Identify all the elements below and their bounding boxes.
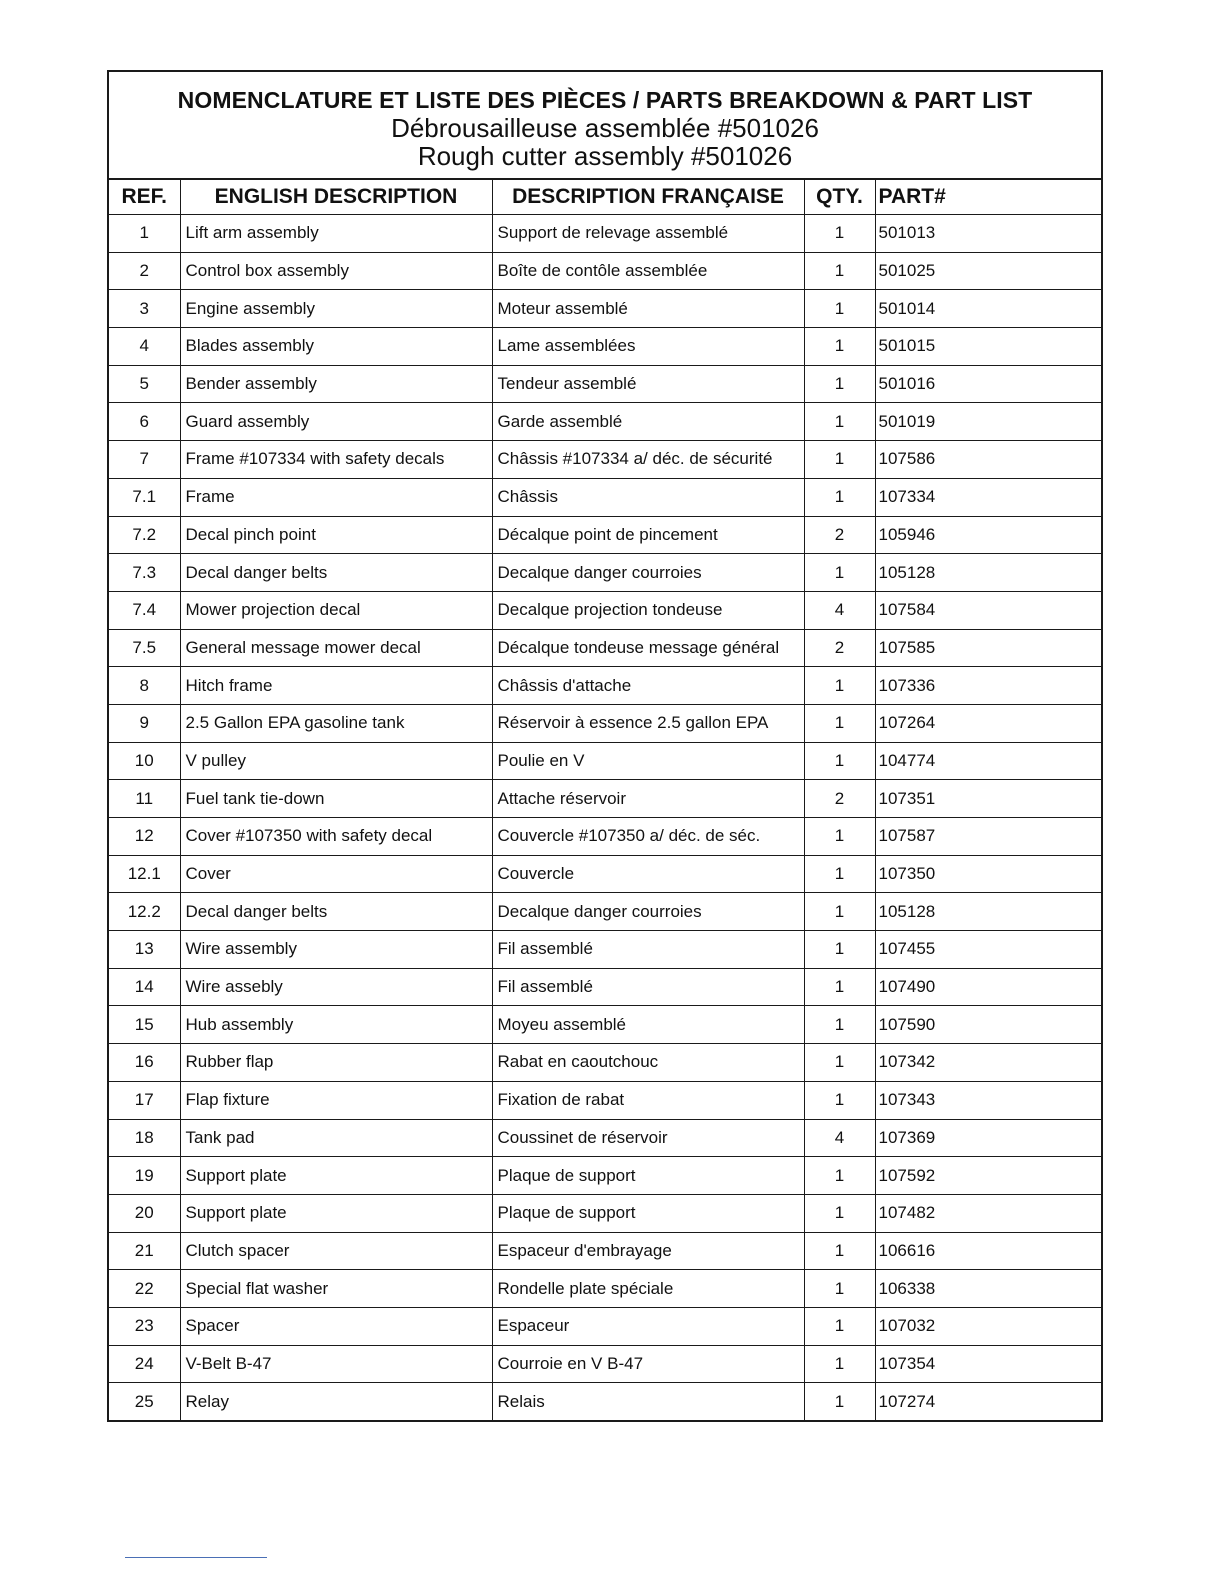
table-row [109,1194,1101,1232]
cell-french-description: Espaceur d'embrayage [492,1232,804,1270]
cell-part-number: 107274 [878,1391,936,1411]
cell-ref: 3 [109,290,180,328]
cell-part-number: 107585 [875,629,1101,667]
column-header-french: DESCRIPTION FRANÇAISE [492,180,804,215]
cell-english-description: Hub assembly [180,1006,492,1044]
cell-quantity: 1 [804,403,875,441]
cell-part-number: 105128 [875,554,1101,592]
cell-ref: 18 [109,1119,180,1157]
cell-ref: 9 [109,704,180,742]
table-row [109,855,1101,893]
cell-quantity: 1 [804,667,875,705]
cell-french-description: Rabat en caoutchouc [492,1044,804,1082]
cell-ref: 7.5 [109,629,180,667]
table-row [109,1119,1101,1157]
table-row [109,893,1101,931]
cell-french-description: Poulie en V [492,742,804,780]
cell-ref: 2 [109,252,180,290]
cell-french-description: Courroie en V B-47 [492,1345,804,1383]
cell-french-description: Décalque tondeuse message général [492,629,804,667]
cell-french-description: Plaque de support [492,1194,804,1232]
parts-list-sheet [107,70,1103,1422]
cell-french-description: Châssis d'attache [492,667,804,705]
cell-ref: 23 [109,1307,180,1345]
cell-quantity: 1 [804,968,875,1006]
table-row [109,516,1101,554]
table-row [109,704,1101,742]
cell-french-description: Châssis #107334 a/ déc. de sécurité [492,441,804,479]
cell-english-description: V pulley [180,742,492,780]
cell-ref: 7 [109,441,180,479]
cell-quantity: 4 [804,591,875,629]
cell-french-description: Support de relevage assemblé [492,215,804,253]
subtitle-english: Rough cutter assembly #501026 [417,141,793,171]
cell-part-number: 501013 [875,215,1101,253]
cell-part-number: 104774 [875,742,1101,780]
table-row [109,1270,1101,1308]
column-header-qty: QTY. [804,180,875,215]
table-row [109,1345,1101,1383]
column-header-english: ENGLISH DESCRIPTION [180,180,492,215]
cell-french-description: Réservoir à essence 2.5 gallon EPA [492,704,804,742]
cell-quantity: 1 [804,1081,875,1119]
cell-french-description: Boîte de contôle assemblée [492,252,804,290]
table-row [109,1307,1101,1345]
table-row [109,968,1101,1006]
cell-french-description: Fil assemblé [492,968,804,1006]
cell-part-number: 107455 [875,931,1101,969]
cell-ref: 24 [109,1345,180,1383]
cell-english-description: Hitch frame [180,667,492,705]
column-header-part: PART# [875,180,1101,215]
cell-english-description: Decal danger belts [180,554,492,592]
cell-ref: 17 [109,1081,180,1119]
cell-ref: 7.4 [109,591,180,629]
cell-french-description: Fil assemblé [492,931,804,969]
cell-part-number: 107592 [875,1157,1101,1195]
cell-part-number: 501016 [875,365,1101,403]
table-header-row [109,180,1101,215]
cell-ref: 4 [109,328,180,366]
cell-english-description: Support plate [180,1194,492,1232]
cell-part-number: 107032 [875,1307,1101,1345]
table-row [109,441,1101,479]
cell-ref: 6 [109,403,180,441]
cell-french-description: Rondelle plate spéciale [492,1270,804,1308]
cell-french-description: Moteur assemblé [492,290,804,328]
subtitle-french: Débrousailleuse assemblée #501026 [391,113,819,143]
cell-quantity: 1 [804,478,875,516]
sheet-header [109,72,1101,180]
table-row [109,478,1101,516]
cell-french-description: Moyeu assemblé [492,1006,804,1044]
cell-ref: 15 [109,1006,180,1044]
cell-quantity: 1 [804,742,875,780]
cell-english-description: 2.5 Gallon EPA gasoline tank [180,704,492,742]
cell-quantity: 1 [804,893,875,931]
cell-quantity: 1 [804,554,875,592]
table-row [109,667,1101,705]
cell-part-number: 107343 [875,1081,1101,1119]
cell-part-number: 107587 [875,818,1101,856]
cell-english-description: Bender assembly [180,365,492,403]
cell-quantity: 1 [804,215,875,253]
cell-part-number: 107482 [875,1194,1101,1232]
cell-quantity: 1 [804,1194,875,1232]
footer-rule [125,1557,267,1558]
cell-english-description: Flap fixture [180,1081,492,1119]
cell-ref: 20 [109,1194,180,1232]
table-row [109,742,1101,780]
cell-french-description: Couvercle [492,855,804,893]
cell-part-number: 501015 [875,328,1101,366]
cell-english-description: Relay [180,1383,492,1420]
table-row [109,290,1101,328]
cell-ref: 7.1 [109,478,180,516]
table-row [109,591,1101,629]
cell-quantity: 1 [804,1383,875,1420]
cell-ref: 8 [109,667,180,705]
table-row [109,629,1101,667]
cell-part-number: 107264 [875,704,1101,742]
table-row [109,1232,1101,1270]
cell-quantity: 1 [804,1044,875,1082]
cell-part-number: 107369 [875,1119,1101,1157]
cell-quantity: 4 [804,1119,875,1157]
cell-ref: 10 [109,742,180,780]
cell-ref: 12.2 [109,893,180,931]
cell-french-description: Decalque danger courroies [492,893,804,931]
table-row [109,365,1101,403]
table-row [109,1383,1101,1420]
cell-quantity: 1 [804,855,875,893]
cell-french-description: Garde assemblé [492,403,804,441]
cell-quantity: 1 [804,931,875,969]
table-row [109,818,1101,856]
cell-english-description: Decal danger belts [180,893,492,931]
cell-english-description: Engine assembly [180,290,492,328]
cell-english-description: Support plate [180,1157,492,1195]
cell-part-number: 105946 [875,516,1101,554]
cell-quantity: 1 [804,1307,875,1345]
cell-french-description: Plaque de support [492,1157,804,1195]
cell-part-number: 107584 [875,591,1101,629]
cell-ref: 12 [109,818,180,856]
cell-english-description: Tank pad [180,1119,492,1157]
cell-english-description: General message mower decal [180,629,492,667]
cell-french-description: Fixation de rabat [492,1081,804,1119]
cell-english-description: Clutch spacer [180,1232,492,1270]
cell-quantity: 1 [804,290,875,328]
table-row [109,215,1101,253]
cell-ref: 7.2 [109,516,180,554]
parts-table-body [109,215,1101,1421]
parts-table [109,180,1101,1420]
cell-quantity: 1 [804,328,875,366]
cell-ref: 22 [109,1270,180,1308]
cell-quantity: 1 [804,818,875,856]
cell-part-number: 107354 [875,1345,1101,1383]
cell-french-description: Lame assemblées [492,328,804,366]
table-row [109,252,1101,290]
table-row [109,328,1101,366]
cell-ref: 5 [109,365,180,403]
table-row [109,1006,1101,1044]
cell-part-number: 106616 [875,1232,1101,1270]
table-row [109,780,1101,818]
cell-quantity: 1 [804,704,875,742]
cell-part-number: 501014 [875,290,1101,328]
cell-french-description: Espaceur [492,1307,804,1345]
cell-french-description: Relais [492,1383,804,1420]
cell-quantity: 2 [804,780,875,818]
cell-french-description: Decalque projection tondeuse [492,591,804,629]
cell-french-description: Attache réservoir [492,780,804,818]
cell-part-number: 107350 [875,855,1101,893]
cell-english-description: Wire assebly [180,968,492,1006]
table-row [109,554,1101,592]
cell-quantity: 1 [804,1270,875,1308]
cell-ref: 11 [109,780,180,818]
cell-part-number: 107490 [875,968,1101,1006]
column-header-ref: REF. [109,180,180,215]
cell-ref: 21 [109,1232,180,1270]
cell-english-description: Cover [180,855,492,893]
table-row [109,1157,1101,1195]
cell-part-number: 107351 [875,780,1101,818]
cell-english-description: Decal pinch point [180,516,492,554]
cell-english-description: Lift arm assembly [180,215,492,253]
cell-english-description: V-Belt B-47 [180,1345,492,1383]
cell-english-description: Blades assembly [180,328,492,366]
cell-quantity: 1 [804,252,875,290]
cell-french-description: Decalque danger courroies [492,554,804,592]
cell-french-description: Tendeur assemblé [492,365,804,403]
cell-ref: 1 [109,215,180,253]
cell-english-description: Frame [180,478,492,516]
cell-english-description: Rubber flap [180,1044,492,1082]
table-row [109,1044,1101,1082]
cell-french-description: Châssis [492,478,804,516]
cell-french-description: Coussinet de réservoir [492,1119,804,1157]
cell-quantity: 1 [804,1345,875,1383]
cell-english-description: Guard assembly [180,403,492,441]
cell-part-number: 105128 [875,893,1101,931]
cell-part-number: 107342 [875,1044,1101,1082]
cell-part-number: 501019 [875,403,1101,441]
cell-quantity: 2 [804,516,875,554]
cell-ref: 13 [109,931,180,969]
cell-quantity: 1 [804,365,875,403]
cell-part-number: 107336 [875,667,1101,705]
cell-english-description: Spacer [180,1307,492,1345]
cell-quantity: 1 [804,1232,875,1270]
cell-part-number: 501025 [875,252,1101,290]
cell-ref: 14 [109,968,180,1006]
cell-part-number: 107590 [875,1006,1101,1044]
cell-ref: 12.1 [109,855,180,893]
cell-ref: 16 [109,1044,180,1082]
cell-part-number: 106338 [875,1270,1101,1308]
cell-ref: 19 [109,1157,180,1195]
cell-english-description: Control box assembly [180,252,492,290]
cell-quantity: 1 [804,1157,875,1195]
cell-quantity: 1 [804,441,875,479]
cell-english-description: Cover #107350 with safety decal [180,818,492,856]
cell-french-description: Couvercle #107350 a/ déc. de séc. [492,818,804,856]
cell-ref: 25 [109,1383,180,1420]
cell-part-number: 107586 [875,441,1101,479]
table-row [109,1081,1101,1119]
cell-quantity: 1 [804,1006,875,1044]
table-row [109,931,1101,969]
cell-english-description: Fuel tank tie-down [180,780,492,818]
cell-english-description: Wire assembly [180,931,492,969]
cell-part-number: 107334 [875,478,1101,516]
cell-ref: 7.3 [109,554,180,592]
cell-english-description: Frame #107334 with safety decals [180,441,492,479]
cell-quantity: 2 [804,629,875,667]
page-title: NOMENCLATURE ET LISTE DES PIÈCES / PARTS BREAKDOWN & PART LIST [177,87,1033,113]
cell-french-description: Décalque point de pincement [492,516,804,554]
cell-english-description: Special flat washer [180,1270,492,1308]
table-row [109,403,1101,441]
cell-english-description: Mower projection decal [180,591,492,629]
